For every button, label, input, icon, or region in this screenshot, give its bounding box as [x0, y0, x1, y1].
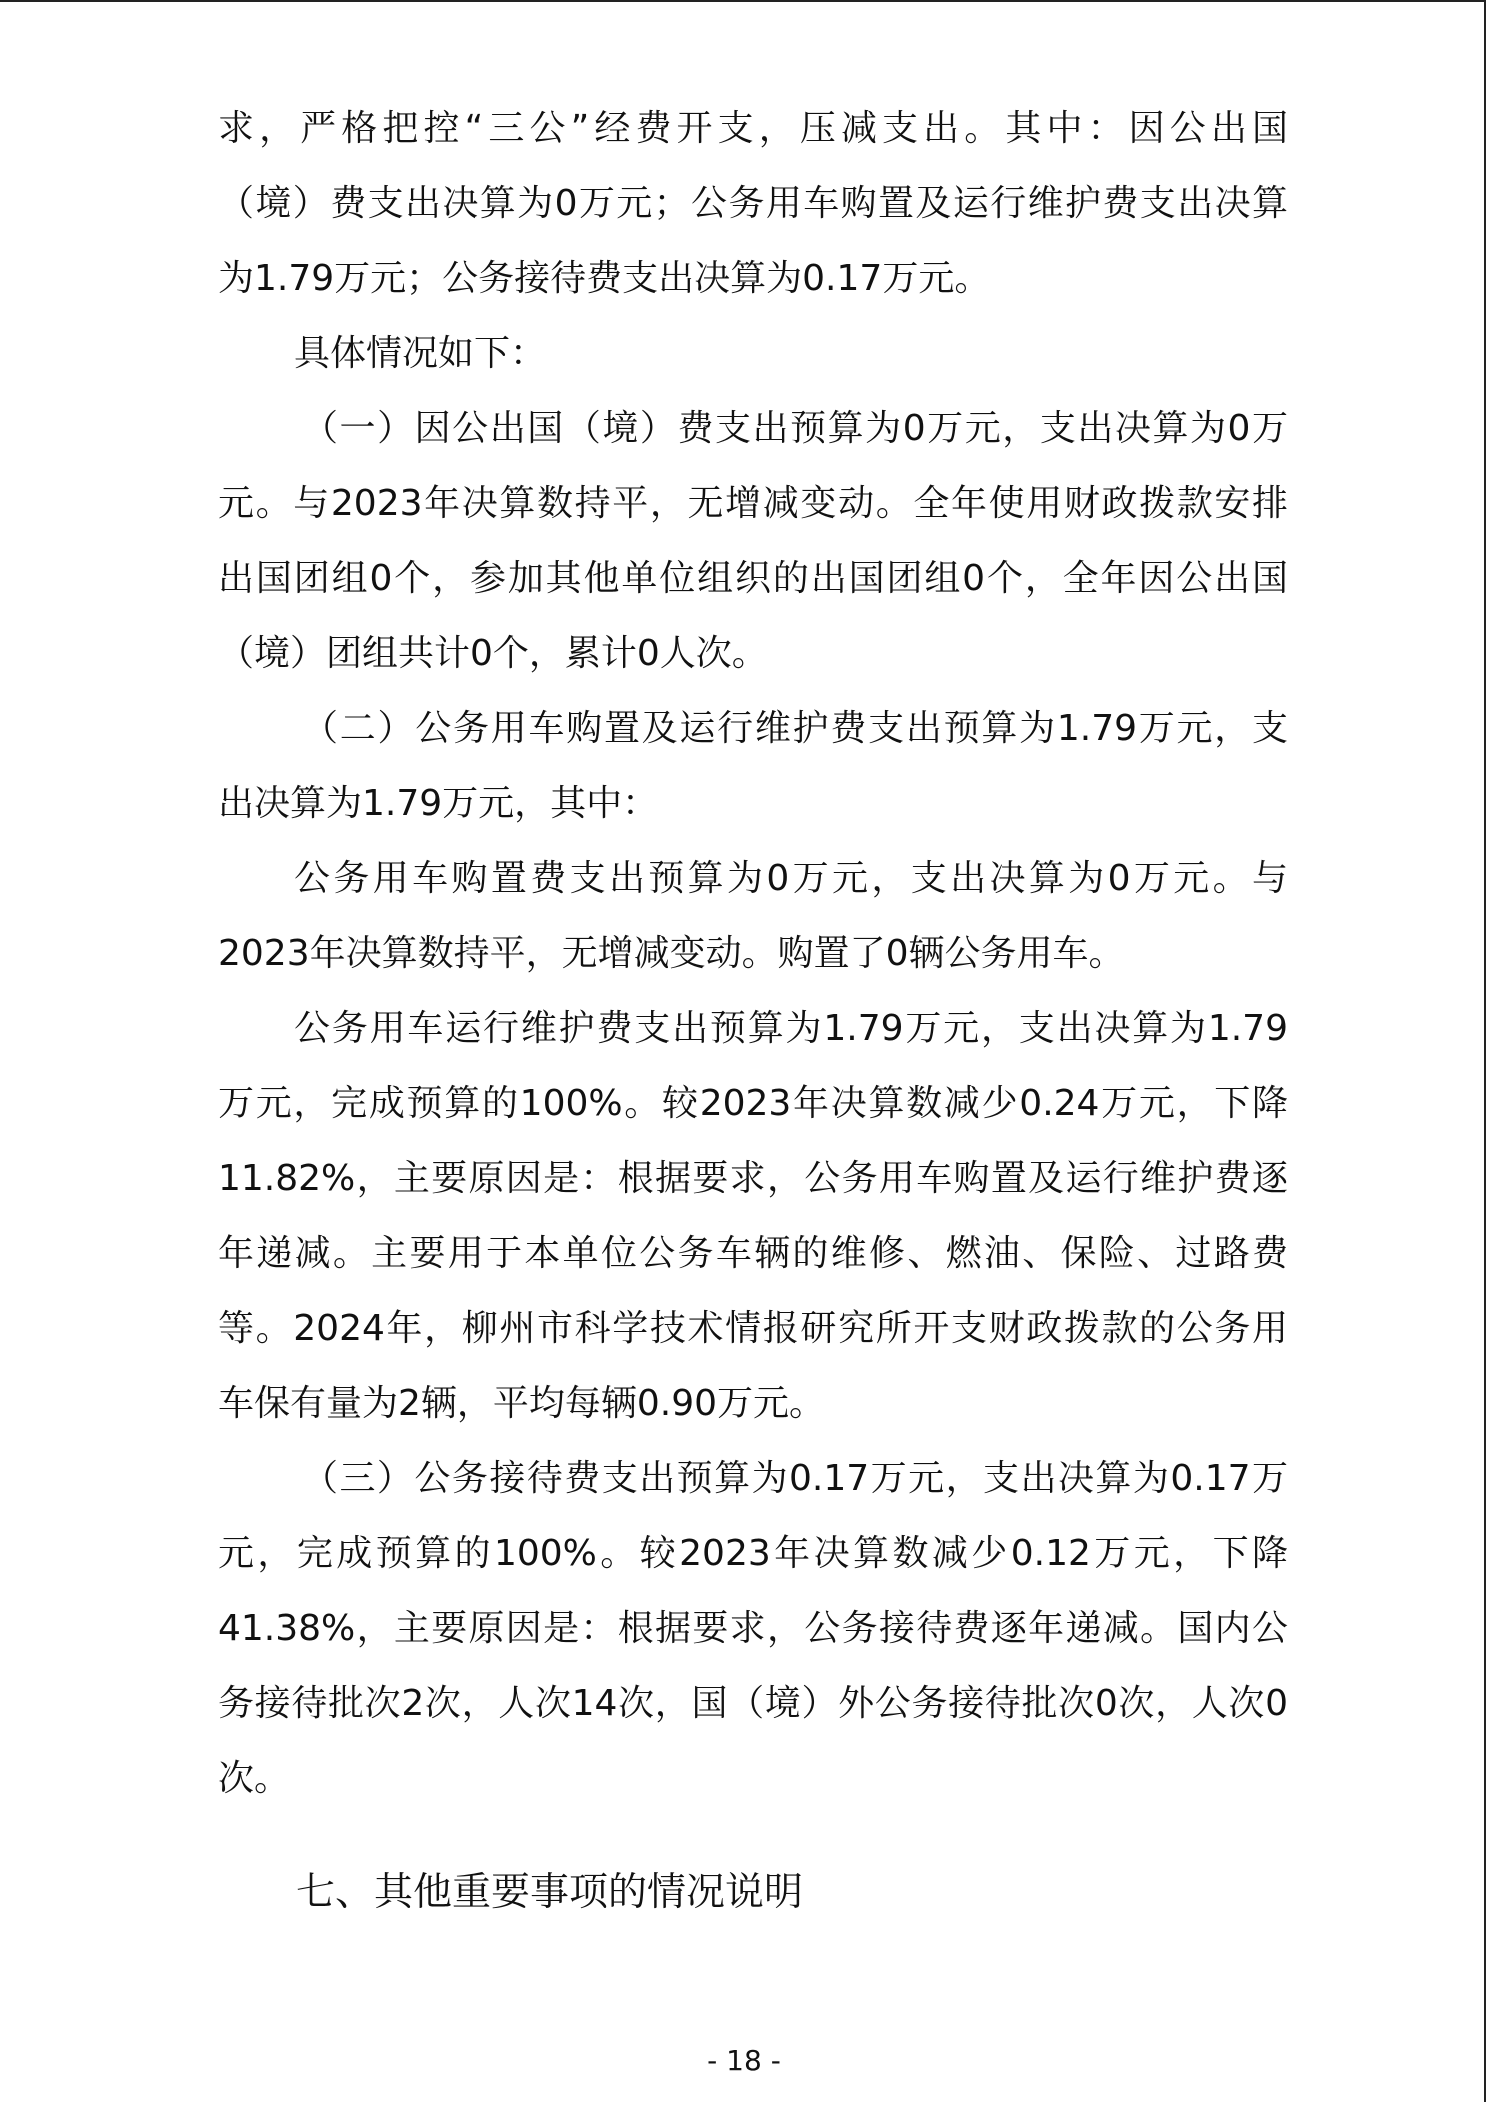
body-line-5: （一）因公出国（境）费支出预算为0万元，支出决算为0万	[302, 408, 1288, 449]
body-line-4: 具体情况如下：	[294, 333, 547, 374]
body-line-15: 11.82%，主要原因是：根据要求，公务用车购置及运行维护费逐	[218, 1158, 1288, 1199]
body-line-19: （三）公务接待费支出预算为0.17万元，支出决算为0.17万	[302, 1458, 1288, 1499]
body-line-14: 万元，完成预算的100%。较2023年决算数减少0.24万元，下降	[218, 1083, 1288, 1124]
document-body	[218, 96, 1288, 1821]
section-heading: 七、其他重要事项的情况说明	[296, 1870, 804, 1915]
body-line-3: 为1.79万元；公务接待费支出决算为0.17万元。	[218, 258, 991, 299]
body-line-23: 次。	[218, 1758, 291, 1799]
body-line-9: （二）公务用车购置及运行维护费支出预算为1.79万元，支	[302, 708, 1288, 749]
page-number: - 18 -	[707, 2044, 781, 2077]
body-line-20: 元，完成预算的100%。较2023年决算数减少0.12万元，下降	[218, 1533, 1288, 1574]
body-line-17: 等。2024年，柳州市科学技术情报研究所开支财政拨款的公务用	[218, 1308, 1288, 1349]
body-line-13: 公务用车运行维护费支出预算为1.79万元，支出决算为1.79	[294, 1008, 1288, 1049]
body-line-2: （境）费支出决算为0万元；公务用车购置及运行维护费支出决算	[218, 183, 1288, 224]
body-line-21: 41.38%，主要原因是：根据要求，公务接待费逐年递减。国内公	[218, 1608, 1288, 1649]
body-line-18: 车保有量为2辆，平均每辆0.90万元。	[218, 1383, 826, 1424]
body-line-12: 2023年决算数持平，无增减变动。购置了0辆公务用车。	[218, 933, 1125, 974]
body-line-10: 出决算为1.79万元，其中：	[218, 783, 659, 824]
body-line-22: 务接待批次2次，人次14次，国（境）外公务接待批次0次，人次0	[218, 1683, 1288, 1724]
body-line-7: 出国团组0个，参加其他单位组织的出国团组0个，全年因公出国	[218, 558, 1288, 599]
body-line-1: 求，严格把控“三公”经费开支，压减支出。其中：因公出国	[218, 108, 1288, 149]
body-line-8: （境）团组共计0个，累计0人次。	[218, 633, 768, 674]
body-line-11: 公务用车购置费支出预算为0万元，支出决算为0万元。与	[294, 858, 1288, 899]
body-line-6: 元。与2023年决算数持平，无增减变动。全年使用财政拨款安排	[218, 483, 1288, 524]
body-line-16: 年递减。主要用于本单位公务车辆的维修、燃油、保险、过路费	[218, 1233, 1288, 1274]
